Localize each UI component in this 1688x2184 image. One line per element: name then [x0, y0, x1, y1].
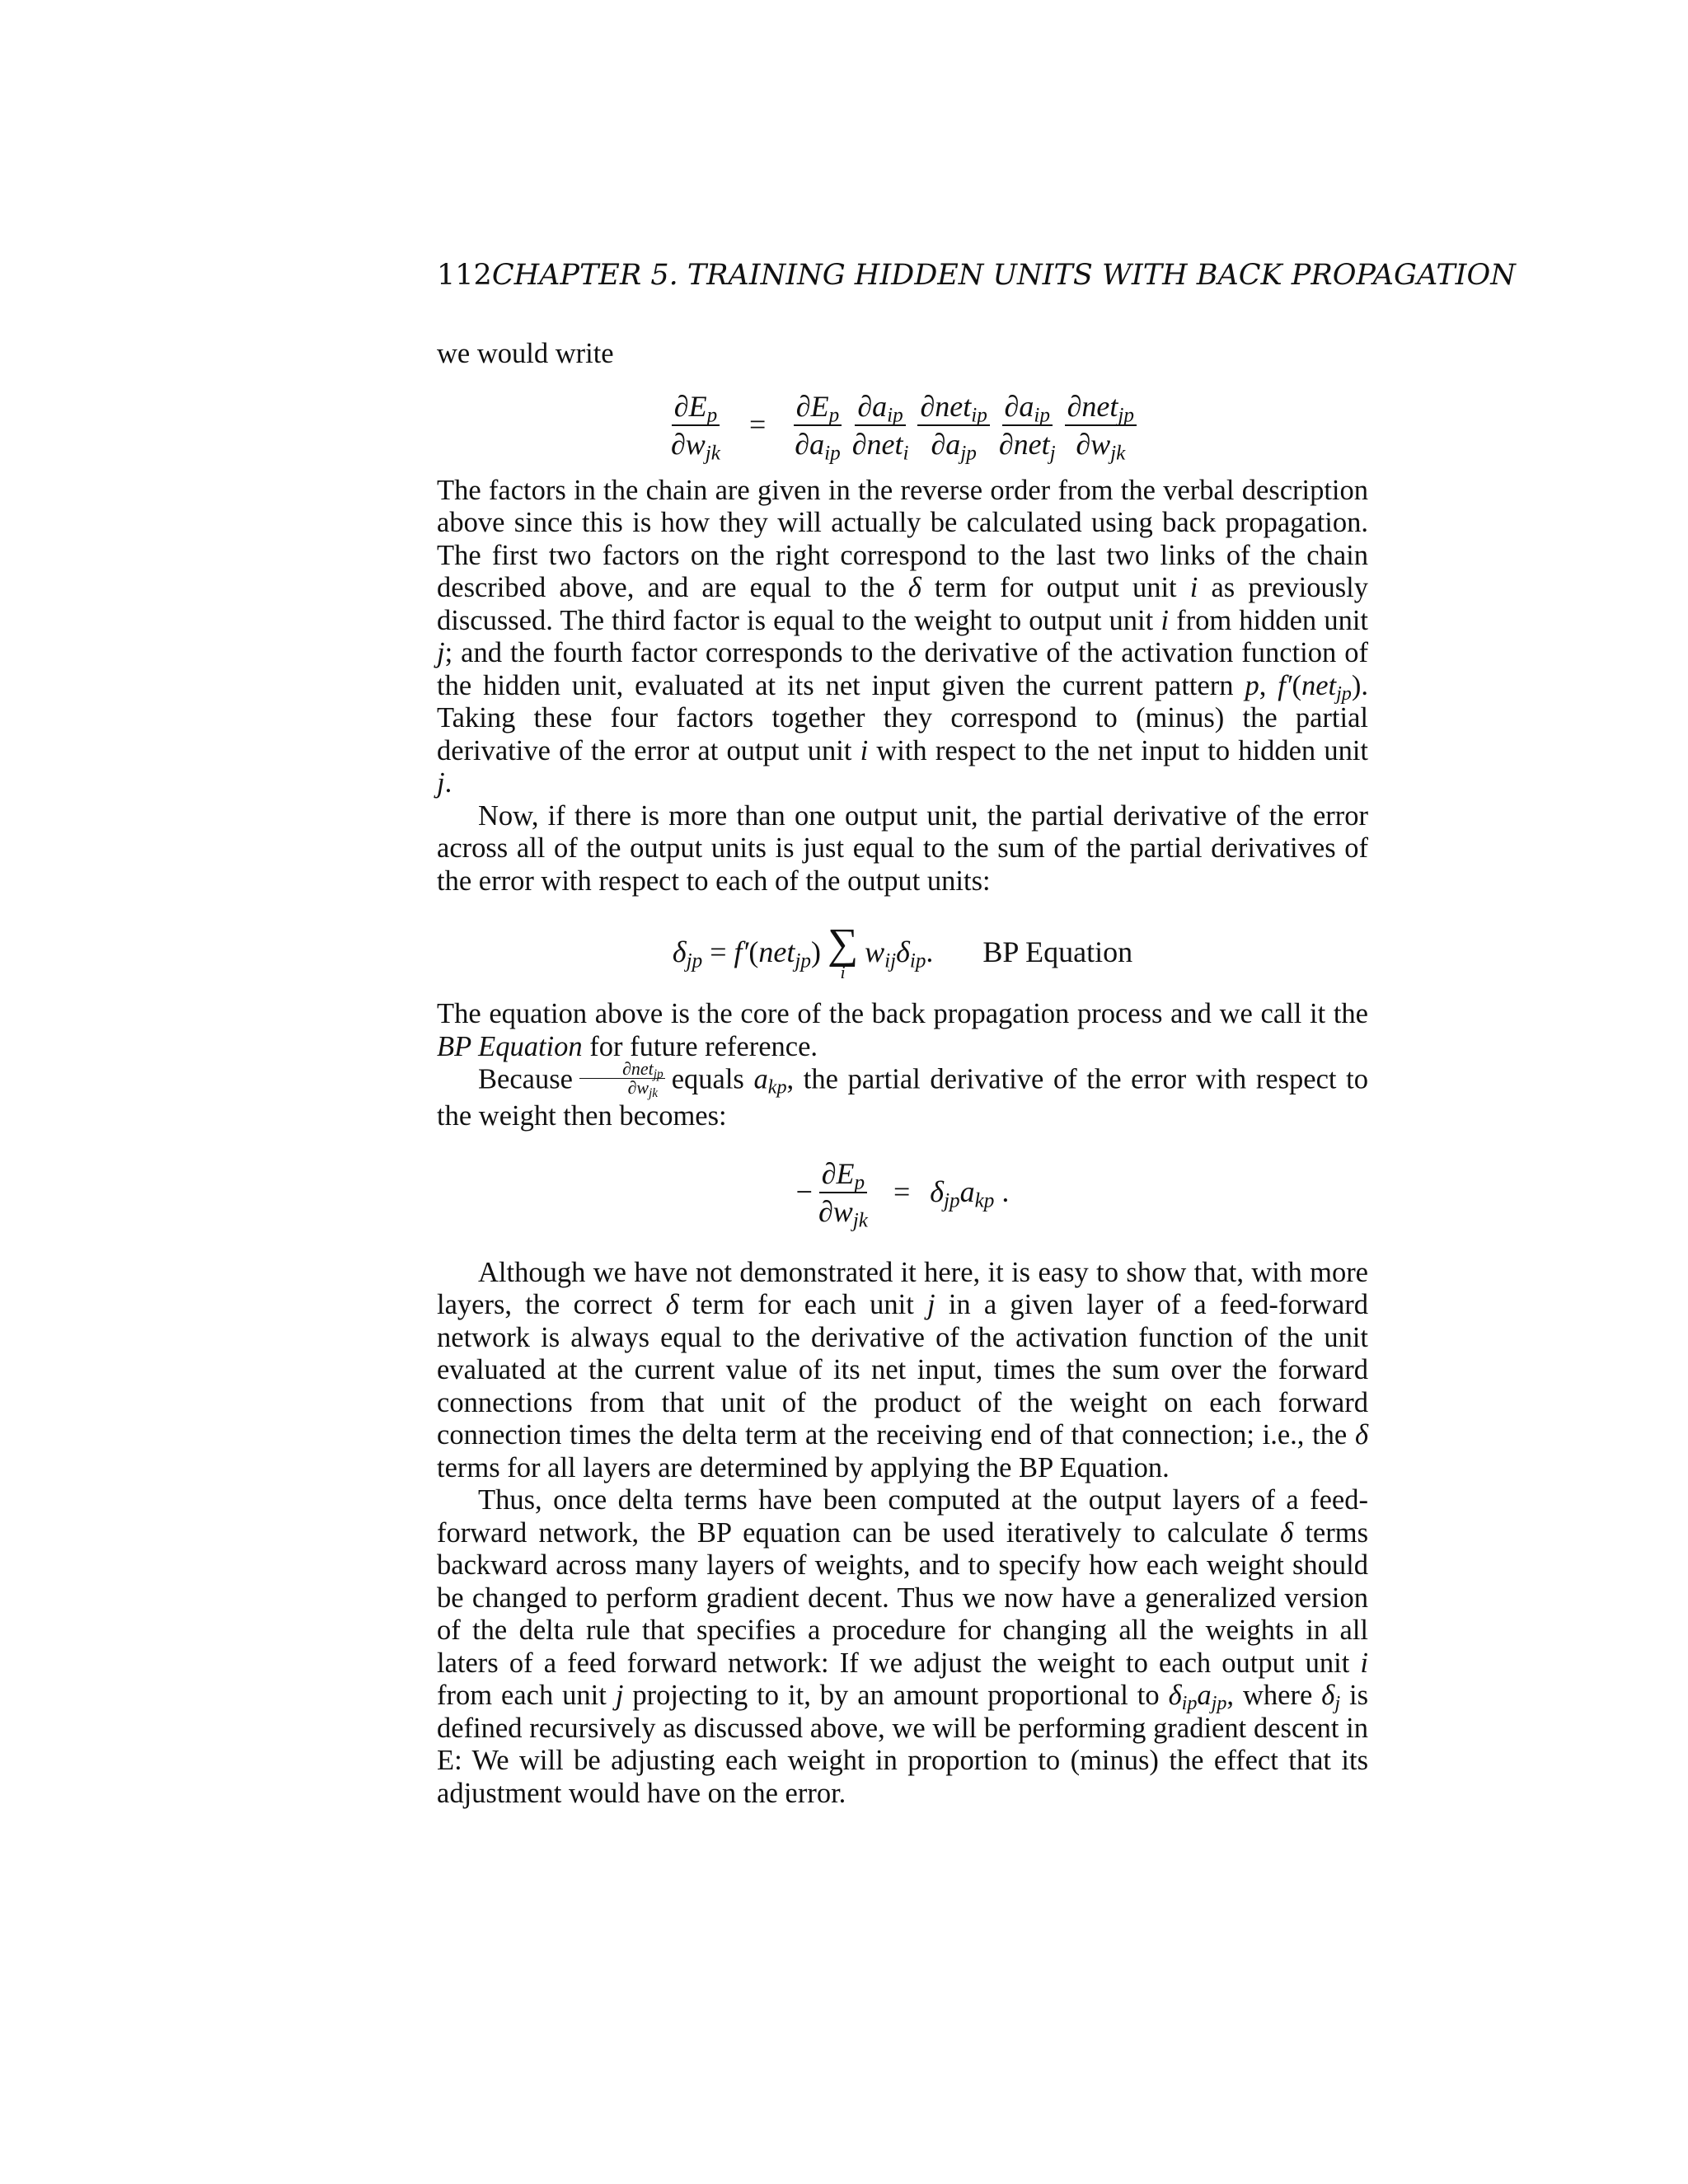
paragraph-more-layers: Although we have not demonstrated it here, it is easy to show that, with more layers, the correct δ term for each unit j in a given layer of a feed-forward network is always equal to the derivative of the activation function of the unit evaluated at the current value of its net input, times the sum over the forward connections from that unit of the product of the weight on each forward connection times the delta term at the receiving end of that connection; i.e., the δ terms for all layers are determined by applying the BP Equation. — [437, 1256, 1369, 1483]
bp-equation: $\delta_{jp}$ = f′ ( net$_{jp}$ ) ∑ i $w_{ij}\delta_{ip}$ . BP Equation — [672, 921, 1133, 982]
eq1-factor-3: $\frac{\partial net_{ip}}{\partial a_{jp}}$ — [917, 390, 989, 461]
bp-equation-label: BP Equation — [982, 935, 1133, 969]
eq1-factor-1: $\frac{\partial E_p}{\partial a_{ip}}$ — [795, 389, 841, 464]
body-text — [437, 338, 1368, 1810]
paragraph-bp-core: The equation above is the core of the back propagation process and we call it the BP Equation for future reference. — [437, 998, 1368, 1062]
paragraph-because: Because $\frac{\partial net_{jp}}{\partial w_{jk}}$ equals $a_{kp}$, the partial derivative of the error with respect to the weight then becomes: — [437, 1058, 1368, 1132]
eq1-factor-4: $\frac{\partial a_{ip}}{\partial net_j}$ — [998, 389, 1056, 464]
eq1-factor-5: $\frac{\partial net_{jp}}{\partial w_{jk}}$ — [1065, 390, 1137, 461]
summation-symbol: ∑ i — [828, 921, 859, 982]
paragraph-factors: The factors in the chain are given in the reverse order from the verbal description above since this is how they will actually be calculated using back propagation. The first two factors on the right correspond to the last two links of the chain described above, and are equal to the δ term for output unit i as previously discussed. The third factor is equal to the weight to output unit i from hidden unit j; and the fourth factor corresponds to the derivative of the activation function of the hidden unit, evaluated at its net input given the current pattern p, f′(net$_{jp}$). Taking these four factors together they correspond to (minus) the partial derivative of the error at output unit i with respect to the net input to hidden unit j. — [437, 474, 1369, 799]
eq3-lhs: $\frac{\partial E_p}{\partial w_{jk}}$ — [818, 1156, 868, 1231]
page-number: 112 — [437, 259, 492, 292]
equals-sign: = — [748, 407, 767, 441]
running-header — [437, 259, 1516, 292]
paragraph-more-outputs: Now, if there is more than one output unit, the partial derivative of the error across all of the output units is just equal to the sum of the partial derivatives of the error with respect to each of the output units: — [437, 799, 1368, 897]
paragraph-generalized-delta: Thus, once delta terms have been computed at the output layers of a feed-forward network, the BP equation can be used iteratively to calculate δ terms backward across many layers of weights, and to specify how each weight should be changed to perform gradient decent. Thus we now have a generalized version of the delta rule that specifies a procedure for changing all the weights in all laters of a feed forward network: If we adjust the weight to each output unit i from each unit j projecting to it, by an amount proportional to $\delta_{ip}a_{jp}$, where $\delta_j$ is defined recursively as discussed above, we will be performing gradient descent in E: We will be adjusting each weight in proportion to (minus) the effect that its adjustment would have on the error. — [437, 1484, 1369, 1809]
eq1-lhs: $\frac{\partial E_p}{\partial w_{jk}}$ — [670, 389, 720, 464]
eq1-factor-2: $\frac{\partial a_{ip}}{\partial net_i}$ — [851, 389, 909, 464]
chain-rule-equation — [437, 376, 1368, 475]
weight-gradient-equation: − $\frac{\partial E_p}{\partial w_{jk}}$ = $\delta_{jp}a_{kp}$ . — [795, 1156, 1010, 1231]
chapter-title: CHAPTER 5. TRAINING HIDDEN UNITS WITH BACK PROPAGATION — [491, 259, 1516, 292]
inline-fraction: $\frac{\partial net_{jp}}{\partial w_{jk}}$ — [579, 1060, 665, 1097]
intro-line: we would write — [437, 338, 614, 369]
